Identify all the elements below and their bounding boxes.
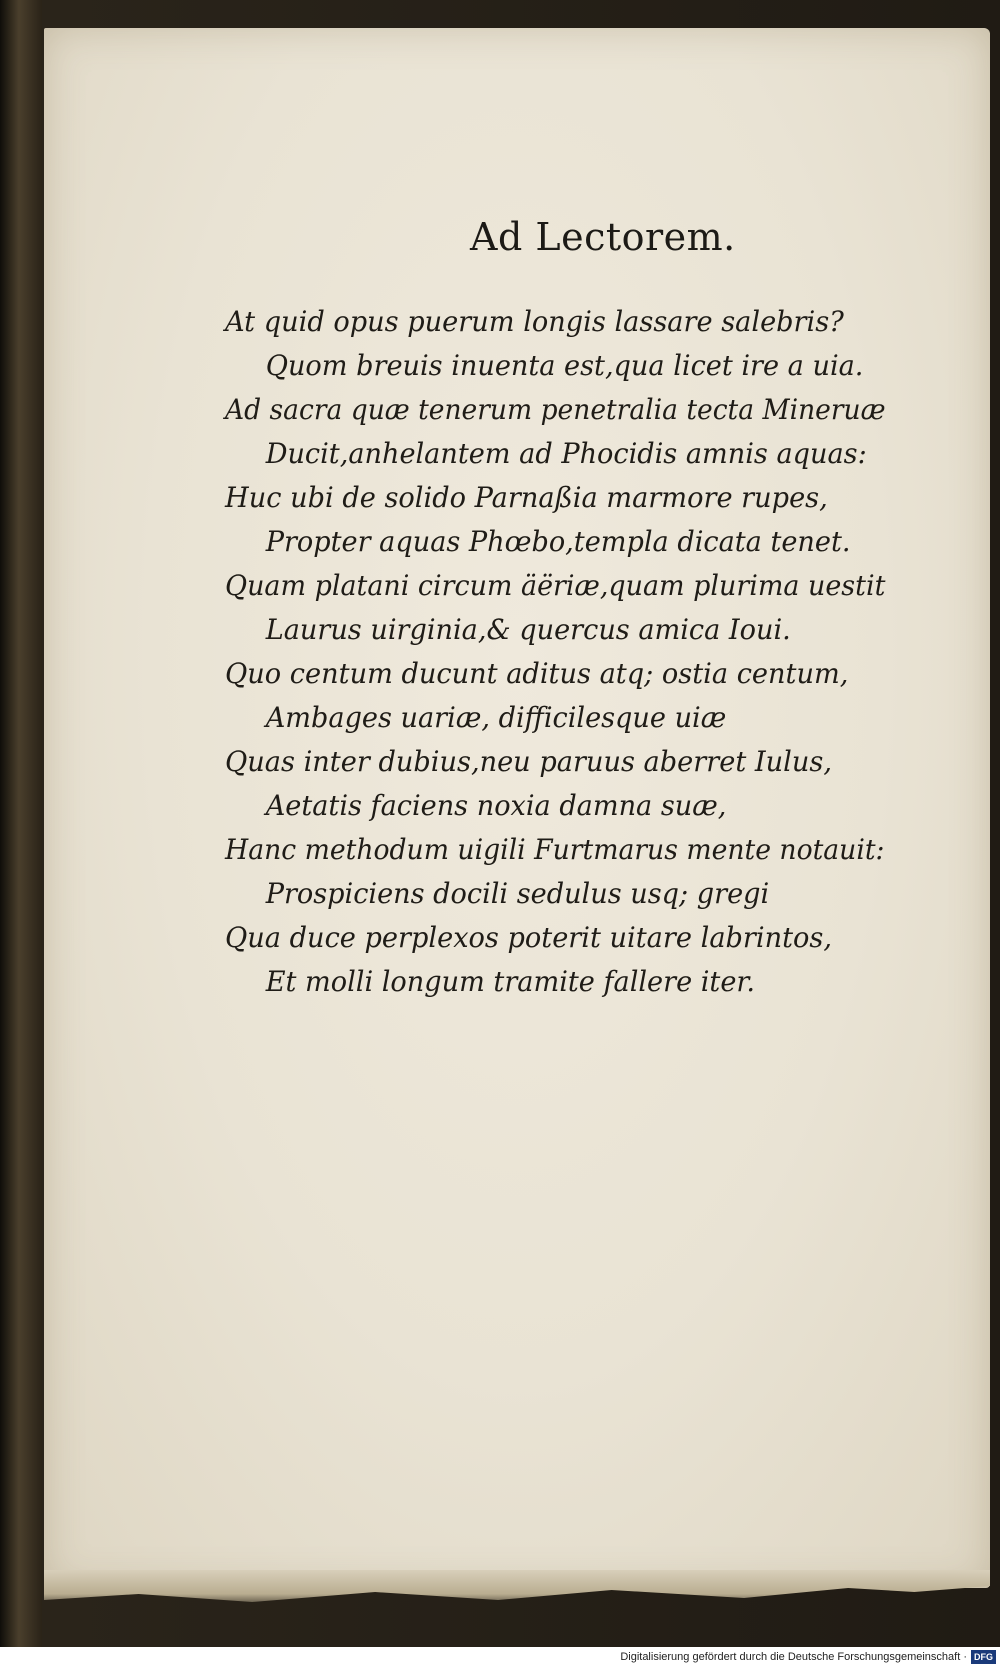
- poem-line: At quid opus puerum longis lassare salebris?: [225, 305, 844, 338]
- poem-line: Ad sacra quæ tenerum penetralia tecta Mineruæ: [225, 393, 886, 426]
- poem-line: Aetatis faciens noxia damna suæ,: [265, 789, 727, 822]
- poem-line: Laurus uirginia,& quercus amica Ioui.: [265, 613, 791, 646]
- poem-line: Hanc methodum uigili Furtmarus mente notauit:: [225, 833, 885, 866]
- poem-line: Quas inter dubius,neu paruus aberret Iulus,: [225, 745, 832, 778]
- dfg-logo-icon: DFG: [971, 1650, 996, 1664]
- poem-line: Quam platani circum äëriæ,quam plurima uestit: [225, 569, 886, 602]
- poem-line: Quo centum ducunt aditus atq; ostia centum,: [225, 657, 849, 690]
- footer-credit: [0, 1647, 1000, 1667]
- poem-text: [225, 300, 905, 1004]
- book-spine-edge: [0, 0, 42, 1647]
- poem-line: Huc ubi de solido Parnaßia marmore rupes,: [225, 481, 828, 514]
- poem-line: Propter aquas Phœbo,templa dicata tenet.: [265, 525, 851, 558]
- poem-line: Qua duce perplexos poterit uitare labrintos,: [225, 921, 833, 954]
- poem-line: Et molli longum tramite fallere iter.: [265, 965, 756, 998]
- poem-line: Quom breuis inuenta est,qua licet ire a uia.: [265, 349, 864, 382]
- page-title: Ad Lectorem.: [470, 215, 736, 259]
- poem-line: Ambages uariæ, difficilesque uiæ: [265, 701, 727, 734]
- footer-text: Digitalisierung gefördert durch die Deutsche Forschungsgemeinschaft ·: [620, 1651, 967, 1663]
- poem-line: Prospiciens docili sedulus usq; gregi: [265, 877, 770, 910]
- poem-line: Ducit,anhelantem ad Phocidis amnis aquas:: [265, 437, 867, 470]
